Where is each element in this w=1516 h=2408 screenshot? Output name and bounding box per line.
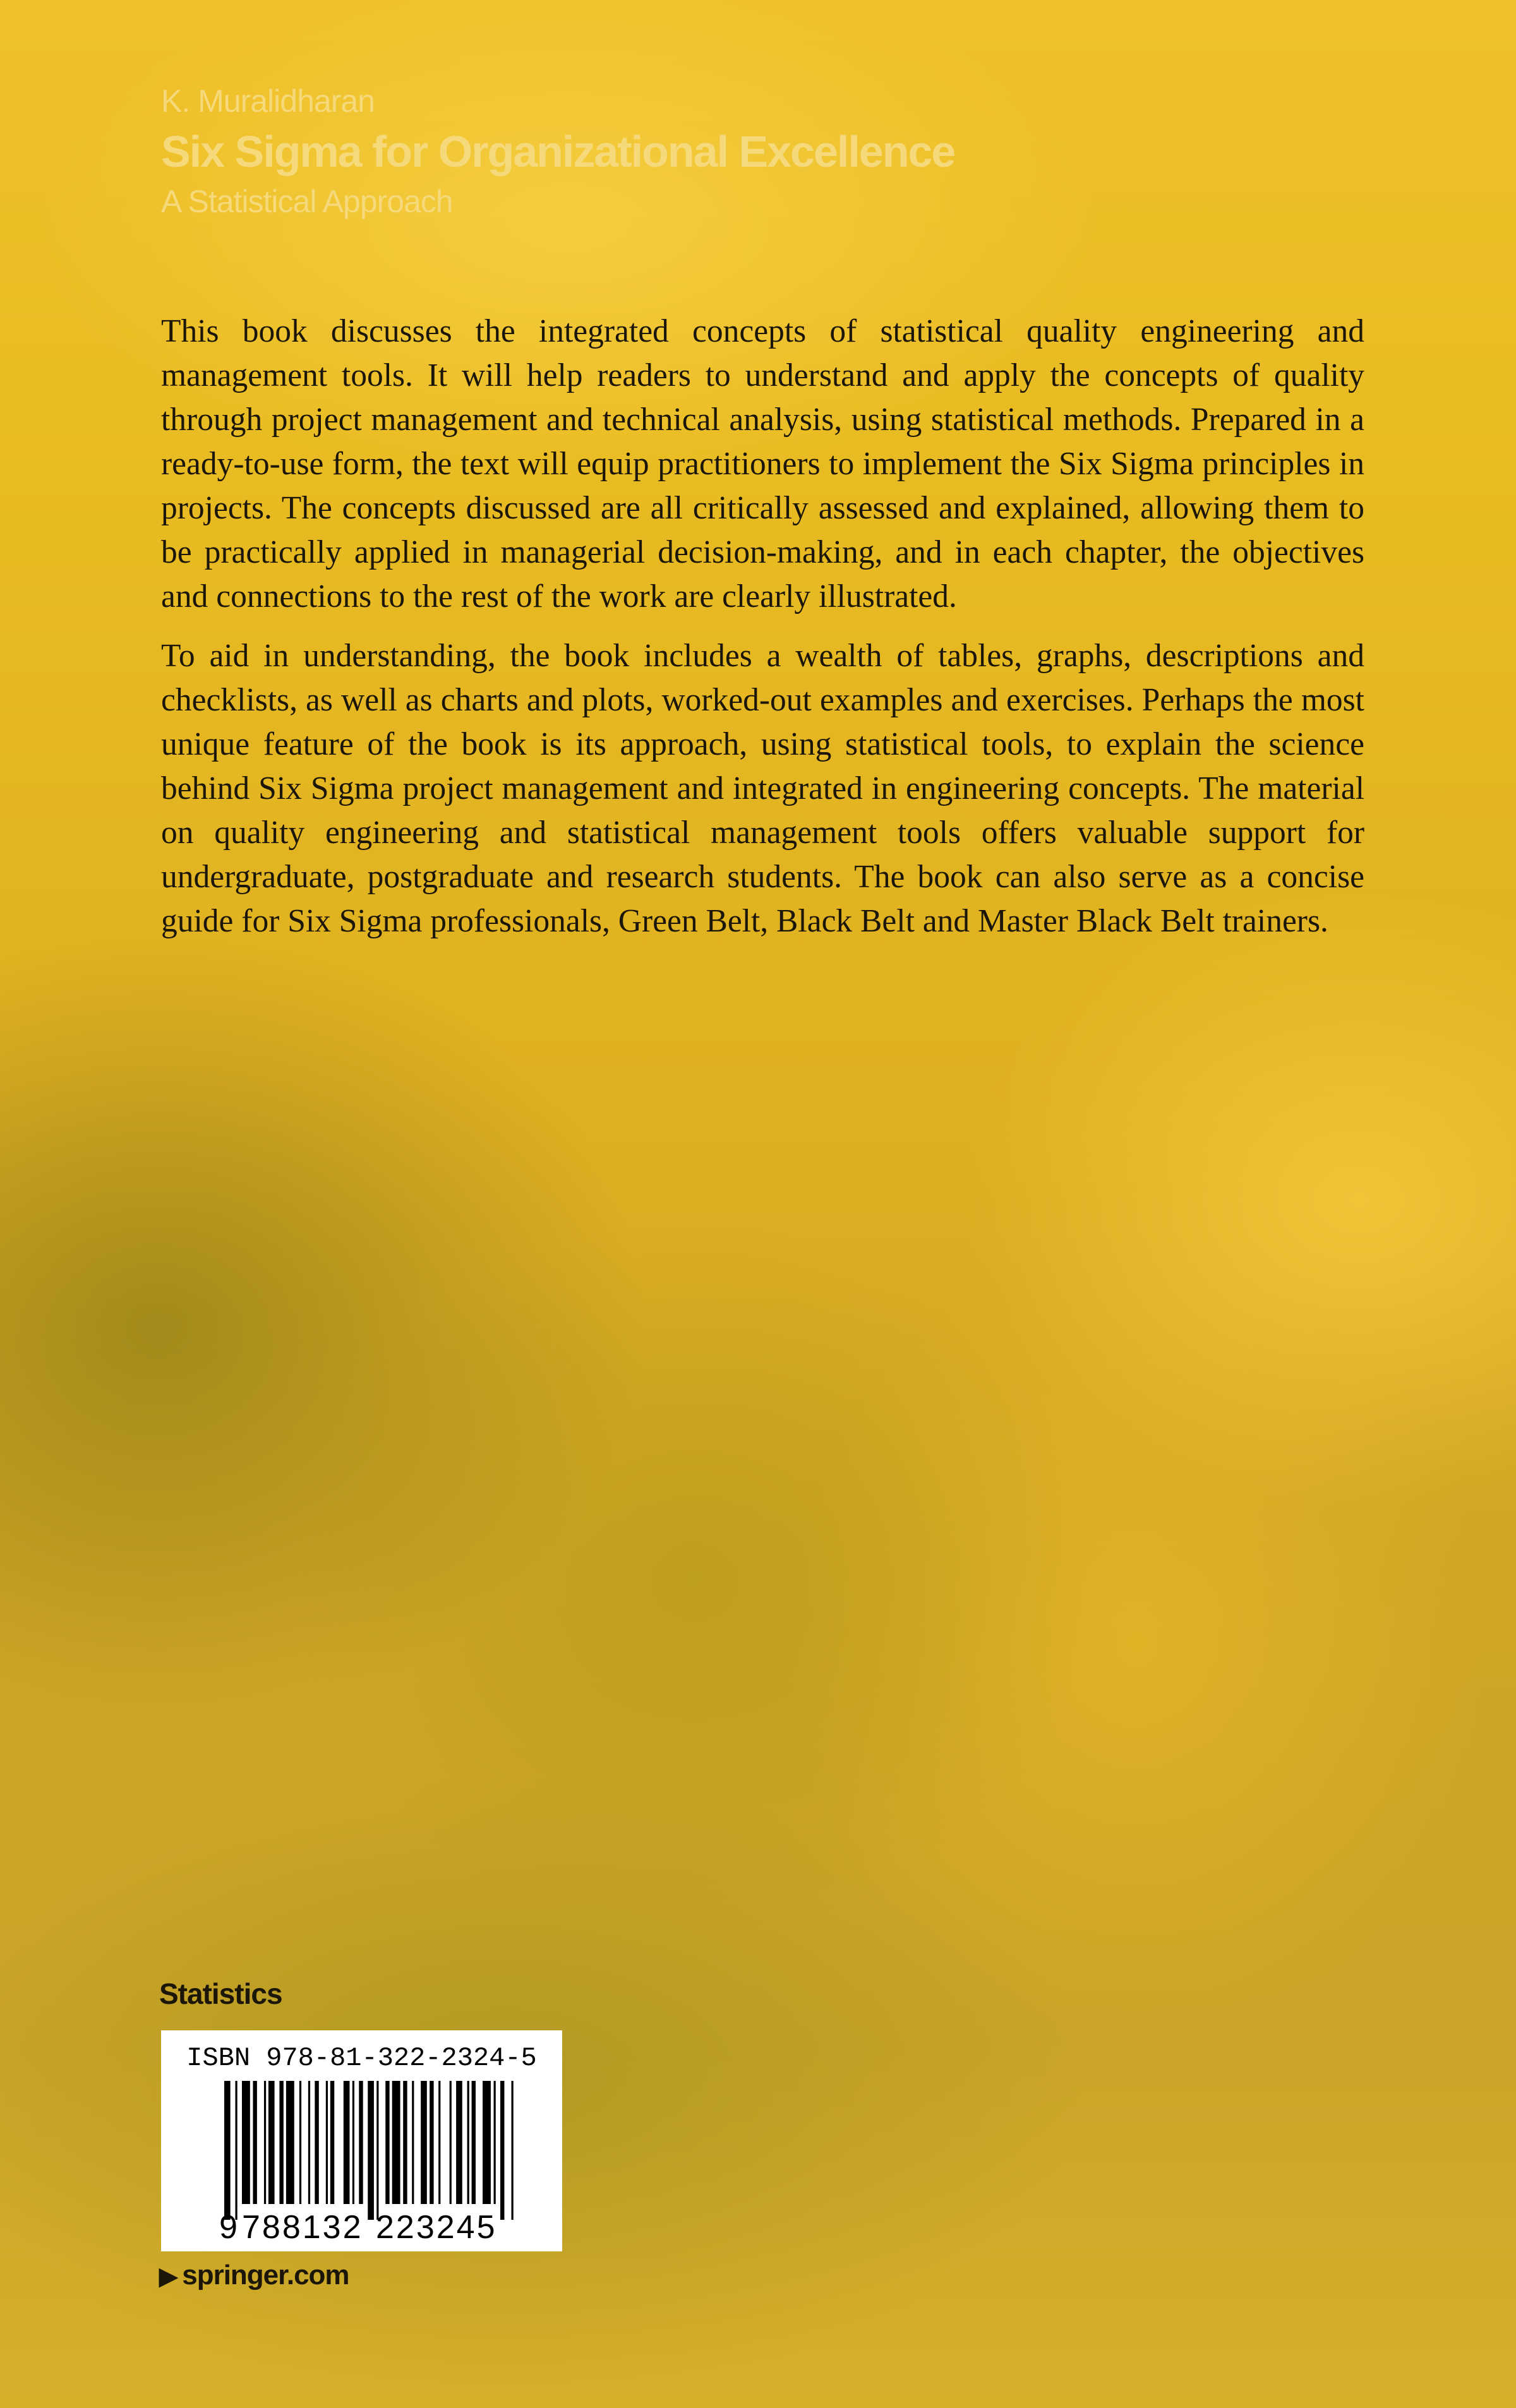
barcode-bar bbox=[421, 2081, 427, 2204]
barcode-bar bbox=[467, 2081, 469, 2204]
barcode-bar bbox=[512, 2081, 514, 2220]
barcode-bar bbox=[438, 2081, 440, 2204]
isbn-label: ISBN 978-81-322-2324-5 bbox=[186, 2043, 537, 2073]
book-title: Six Sigma for Organizational Excellence bbox=[161, 127, 955, 176]
barcode-bar bbox=[315, 2081, 318, 2204]
book-description bbox=[161, 309, 1364, 959]
triangle-right-icon: ▶ bbox=[159, 2263, 177, 2290]
barcode-bar bbox=[279, 2081, 283, 2204]
barcode-bar bbox=[268, 2081, 275, 2204]
barcode-digits-right: 223245 bbox=[376, 2209, 497, 2246]
barcode-bar bbox=[392, 2081, 400, 2204]
barcode-bar bbox=[430, 2081, 433, 2204]
isbn-barcode bbox=[161, 2030, 562, 2251]
description-paragraph-1: This book discusses the integrated concepts of statistical quality engineering and management tools. It will help readers to understand and apply the concepts of quality through project management and technical analysis, using statistical methods. Prepared in a ready-to-use form, the text will equip practitioners to implement the Six Sigma principles in projects. The concepts discussed are all critically assessed and explained, allowing them to be practically applied in managerial decision-making, and in each chapter, the objectives and connections to the rest of the work are clearly illustrated. bbox=[161, 313, 1364, 614]
barcode-bar bbox=[326, 2081, 328, 2204]
barcode-bar bbox=[224, 2081, 231, 2220]
barcode-bar bbox=[308, 2081, 310, 2204]
book-subtitle: A Statistical Approach bbox=[161, 184, 453, 219]
barcode-bar bbox=[403, 2081, 407, 2204]
barcode-bar bbox=[376, 2081, 378, 2220]
barcode-bar bbox=[299, 2081, 301, 2204]
barcode-bar bbox=[242, 2081, 250, 2204]
barcode-bar bbox=[456, 2081, 462, 2204]
barcode-bar bbox=[450, 2081, 452, 2204]
barcode-bar bbox=[385, 2081, 389, 2204]
publisher-link[interactable] bbox=[159, 2258, 349, 2294]
barcode-bar bbox=[359, 2081, 363, 2204]
barcode-bar bbox=[330, 2081, 334, 2204]
subject-category: Statistics bbox=[159, 1977, 282, 2010]
barcode-digits-left: 788132 bbox=[242, 2209, 363, 2246]
barcode-bar bbox=[483, 2081, 491, 2204]
barcode-bar bbox=[253, 2081, 256, 2204]
publisher-url: springer.com bbox=[182, 2260, 349, 2291]
barcode-bar bbox=[500, 2081, 504, 2220]
description-paragraph-2: To aid in understanding, the book includes a wealth of tables, graphs, descriptions and checklists, as well as charts and plots, worked-out examples and exercises. Perhaps the most unique feature of the book is its approach, using statistical tools, to explain the science behind Six Sigma project management and integrated in engineering concepts. The material on quality engineering and statistical management tools offers valuable support for undergraduate, postgraduate and research students. The book can also serve as a concise guide for Six Sigma professionals, Green Belt, Black Belt and Master Black Belt trainers. bbox=[161, 638, 1364, 939]
barcode-bar bbox=[286, 2081, 294, 2204]
barcode-bar bbox=[344, 2081, 350, 2204]
barcode-bar bbox=[412, 2081, 414, 2204]
barcode-bar bbox=[368, 2081, 374, 2220]
barcode-bar bbox=[472, 2081, 476, 2204]
barcode-digit-first: 9 bbox=[219, 2209, 238, 2246]
barcode-bar bbox=[264, 2081, 266, 2204]
author-name: K. Muralidharan bbox=[161, 83, 375, 119]
cover-header bbox=[161, 81, 954, 222]
barcode-bar bbox=[494, 2081, 496, 2204]
barcode-bar bbox=[235, 2081, 237, 2220]
barcode-bar bbox=[352, 2081, 354, 2204]
